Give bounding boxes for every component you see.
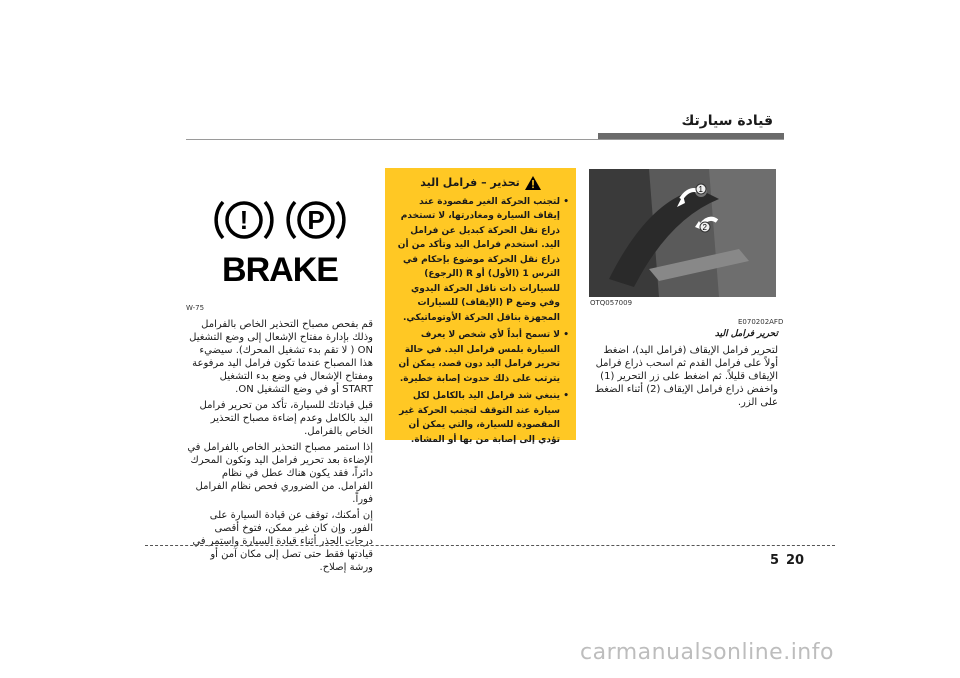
body-paragraph: قبل قيادتك للسيارة، تأكد من تحرير فرامل اليد بالكامل وعدم إضاءة مصباح التحذير الخاص بالفرامل.	[199, 400, 373, 437]
parking-brake-photo	[589, 169, 776, 297]
figure-code: W-75	[186, 304, 205, 312]
warning-item: • لتجنب الحركة الغير مقصودة عند إيقاف السيارة ومغادرتها، لا تستخدم ذراع نقل الحركة كبديل عن فرامل اليد. استخدم فرامل اليد وتأكد من أن ذراع نقل الحركة موضوع بإحكام في الترس 1 (الأول) أو R (الرجوع) للسيارات ذات ناقل الحركة اليدوي وفي وضع P (الإيقاف) للسيارات المجهزة بناقل الحركة الأوتوماتيكي.	[391, 195, 560, 326]
warning-title	[391, 176, 570, 191]
svg-text:1: 1	[698, 185, 703, 194]
warning-item: • ينبغي شد فرامل اليد بالكامل لكل سيارة عند التوقف لتجنب الحركة غير المقصودة للسيارة، والتي يمكن أن تؤدي إلى إصابة من بها أو المشاة.	[391, 389, 560, 447]
body-paragraph: إذا استمر مصباح التحذير الخاص بالفرامل في الإضاءة بعد تحرير فرامل اليد وتكون المحرك دائراً، فقد يكون هناك عطل في نظام الفرامل. من الضروري فحص نظام الفرامل فوراً.	[187, 442, 373, 505]
warning-triangle-icon	[525, 176, 541, 190]
watermark: carmanualsonline.info	[580, 640, 834, 665]
body-paragraph: قم بفحص مصباح التحذير الخاص بالفرامل وذلك بإدارة مفتاح الإشعال إلى وضع التشغيل ON ( لا تقم بدء تشغيل المحرك). سيضيء هذا المصباح عندما تكون فرامل اليد مرفوعة ومفتاح الإشعال في وضع بدء التشغيل START أو في وضع التشغيل ON.	[189, 319, 373, 395]
page-title: قيادة سيارتك	[681, 113, 773, 129]
brake-warning-light-icon	[186, 169, 373, 313]
release-instructions: لتحرير فرامل الإيقاف (فرامل اليد)، اضغط أولاً على فرامل القدم ثم اسحب ذراع فرامل الإيقاف قليلاً. ثم اضغط على زر التحرير (1) واخفض ذراع فرامل الإيقاف (2) أثناء الضغط على الزر.	[594, 345, 778, 408]
warning-item: • لا تسمح أبداً لأي شخص لا يعرف السيارة بلمس فرامل اليد. في حالة تحرير فرامل اليد دون قصد، يمكن أن يترتب على ذلك حدوث إصابة خطيرة.	[391, 328, 560, 386]
brake-label-text: BRAKE	[222, 251, 338, 289]
section-subtitle: تحرير فرامل اليد	[714, 329, 778, 339]
brake-warning-text	[186, 318, 373, 577]
page-number: 20	[786, 553, 805, 568]
brake-p-text: P	[307, 205, 325, 235]
bottom-divider	[145, 545, 835, 546]
photo-code: OTQ057009	[590, 299, 633, 307]
release-section	[592, 328, 778, 412]
top-divider	[186, 139, 784, 140]
warning-title-text: تحذير – فرامل اليد	[420, 176, 520, 189]
warning-box	[385, 168, 576, 445]
brake-exclamation-text: !	[239, 205, 249, 235]
chapter-number: 5	[770, 553, 780, 568]
brake-warning-figure	[186, 169, 373, 313]
warning-list	[391, 195, 570, 448]
svg-text:2: 2	[702, 223, 707, 232]
section-ref: E070202AFD	[738, 318, 784, 326]
body-paragraph: إن أمكنك، توقف عن قيادة السيارة على الفور. وإن كان غير ممكن، فتوخ أقصى درجات الحذر أثناء قيادة السيارة واستمر في قيادتها فقط حتى تصل إلى مكان آمن أو ورشة إصلاح.	[192, 510, 373, 573]
